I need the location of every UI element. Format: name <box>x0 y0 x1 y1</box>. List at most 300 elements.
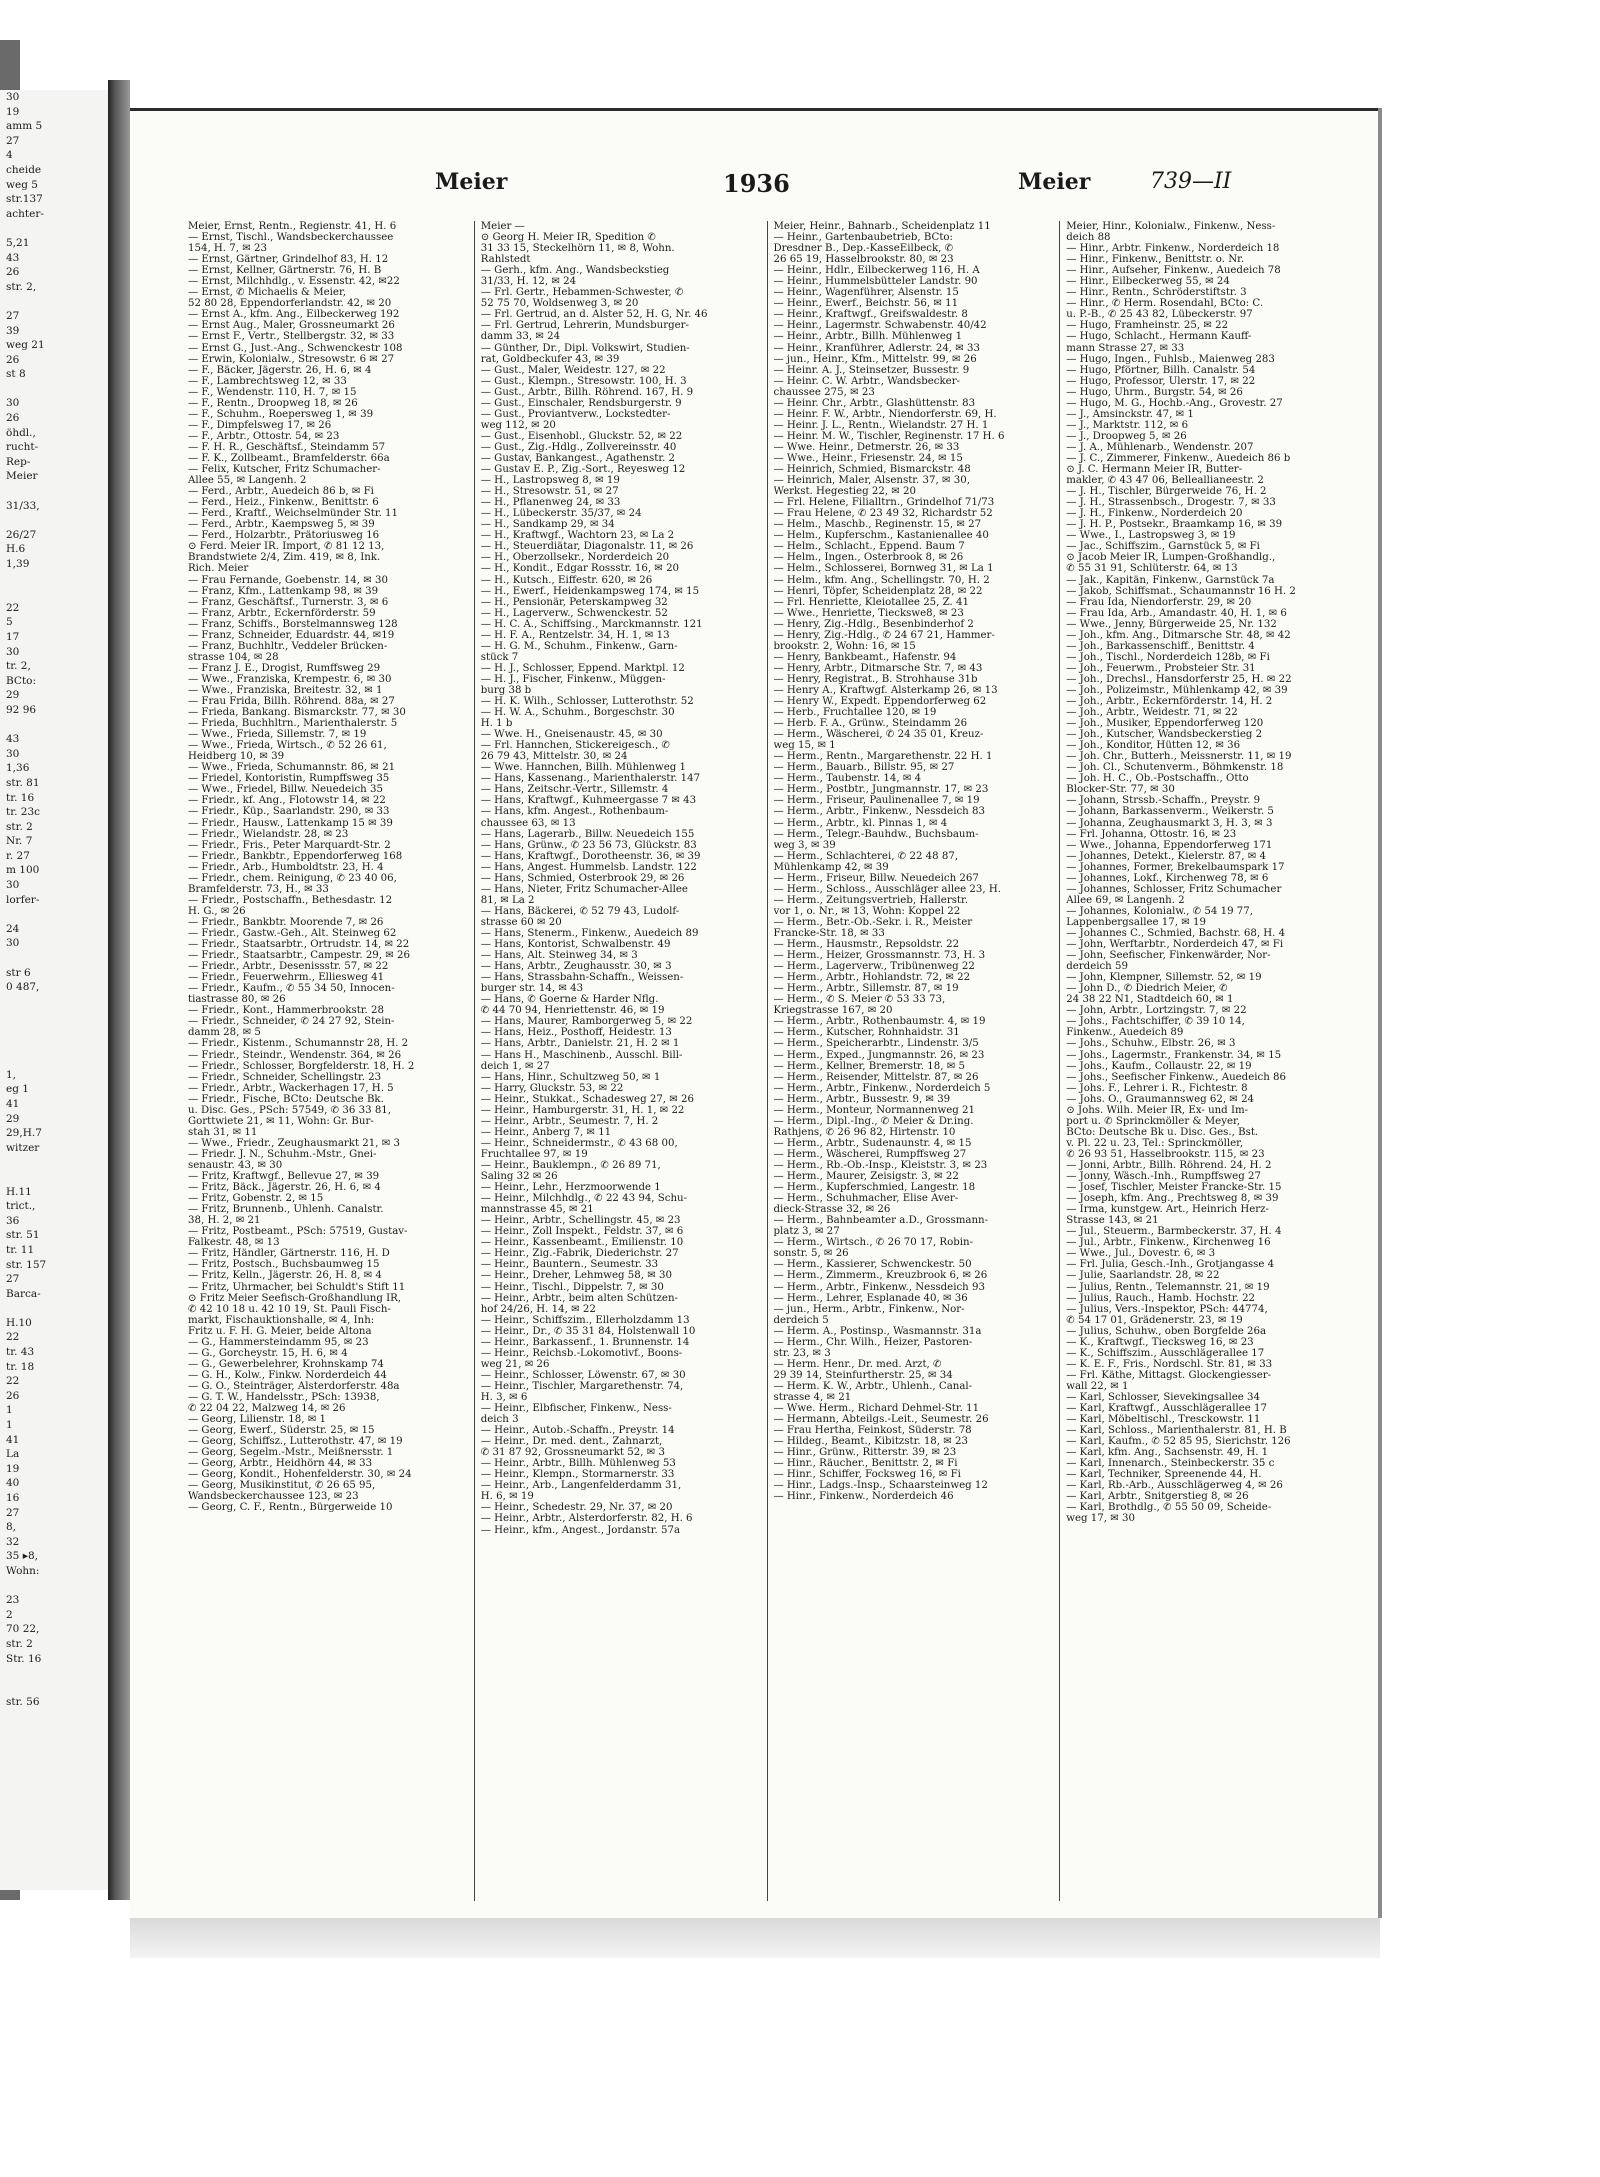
directory-entry-line: — H. W. A., Schuhm., Borgeschstr. 30 <box>480 707 675 719</box>
page-edge-shadow <box>1378 108 1382 1918</box>
directory-entry-line: — Herm., Reisender, Mittelstr. 87, ✉ 26 <box>773 1071 979 1083</box>
directory-entry-line: — Ernst, Kellner, Gärtnerstr. 76, H. B <box>188 265 382 277</box>
book-gutter <box>108 80 130 1900</box>
directory-entry-line: — H., Pensionär, Peterskampweg 32 <box>480 596 668 608</box>
directory-entry-line: — H., Oberzollsekr., Norderdeich 20 <box>480 552 670 564</box>
directory-entry-line: — G. O., Steinträger, Alsterdorferstr. 48a <box>188 1380 400 1392</box>
left-page-fragment: 19 <box>6 105 20 118</box>
left-page-fragment: öhdl., <box>6 426 36 439</box>
directory-entry-line: — Wwe., Friedr., Zeughausmarkt 21, ✉ 3 <box>188 1137 400 1149</box>
directory-entry-line: — Heinr., Ewerf., Beichstr. 56, ✉ 11 <box>773 298 959 310</box>
header-year: 1936 <box>723 169 790 198</box>
directory-entry-line: — Hans, Strassbahn-Schaffn., Weissen- <box>480 972 684 984</box>
directory-entry-line: u. Disc. Ges., PSch: 57549, ✆ 36 33 81, <box>188 1104 392 1116</box>
directory-entry-line: 31 33 15, Steckelhörn 11, ✉ 8, Wohn. <box>480 243 675 255</box>
left-page-fragment: 5 <box>6 616 13 629</box>
left-page-fragment: str. 2 <box>6 1637 33 1650</box>
directory-entry-line: — Henry W., Expedt. Eppendorferweg 62 <box>773 696 987 708</box>
directory-entry-line: — Fritz, Postsch., Buchsbaumweg 15 <box>188 1259 380 1271</box>
left-page-fragment: 29 <box>6 689 20 702</box>
directory-entry-line: — Hans, Grünw., ✆ 23 56 73, Glückstr. 83 <box>480 839 697 851</box>
directory-entry-line: — Wwe., Henriette, Tieckswe8, ✉ 23 <box>773 607 964 619</box>
directory-page <box>130 108 1380 1921</box>
directory-entry-line: — H. J., Schlosser, Eppend. Marktpl. 12 <box>480 662 685 674</box>
directory-entry-line: — Frl. Johanna, Ottostr. 16, ✉ 23 <box>1066 828 1237 840</box>
directory-entry-line: — Friedr. J. N., Schuhm.-Mstr., Gnei- <box>188 1148 377 1160</box>
left-page-fragment <box>0 1301 106 1316</box>
directory-entry-line: rat, Goldbeckufer 43, ✉ 39 <box>480 353 620 365</box>
directory-entry-line: ✆ 22 04 22, Malzweg 14, ✉ 26 <box>188 1403 346 1415</box>
left-page-fragment: 22 <box>6 601 20 614</box>
left-page-fragment: str. 157 <box>6 1258 47 1271</box>
left-page-fragment: 92 96 <box>6 703 37 716</box>
left-page-fragment: H.10 <box>6 1316 32 1329</box>
directory-entry-line: — Wwe., Franziska, Breitestr. 32, ✉ 1 <box>188 684 383 696</box>
directory-entry-line: — F., Schuhm., Roepersweg 1, ✉ 39 <box>188 408 374 420</box>
directory-entry-line: — Frl. Hannchen, Stickereigesch., ✆ <box>480 740 670 752</box>
directory-entry-line: — Heinr., Lagermstr. Schwabenstr. 40/42 <box>773 320 987 332</box>
directory-entry-line: — Friedr., Postschaffn., Bethesdastr. 12 <box>188 894 393 906</box>
directory-entry-line: — F., Wendenstr. 110, H. 7, ✉ 15 <box>188 386 357 398</box>
directory-entry-line: — Herm., Wäscherei, Rumpffsweg 27 <box>773 1148 967 1160</box>
left-page-fragment: achter- <box>6 207 44 220</box>
directory-entry-line: Fruchtallee 97, ✉ 19 <box>480 1148 588 1160</box>
directory-entry-line: — Friedr., Hausw., Lattenkamp 15 ✉ 39 <box>188 817 393 829</box>
directory-entry-line: — Friedr., Küp., Saarlandstr. 290, ✉ 33 <box>188 806 390 818</box>
directory-entry-line: burger str. 14, ✉ 43 <box>480 983 584 995</box>
directory-entry-line: — H., Pflanenweg 24, ✉ 33 <box>480 497 621 509</box>
directory-entry-line: Mühlenkamp 42, ✉ 39 <box>773 861 889 873</box>
directory-entry-line: — Fritz, Postbeamt., PSch: 57519, Gustav- <box>188 1226 408 1238</box>
left-page-fragment: 27 <box>6 1273 20 1286</box>
directory-entry-line: Heidberg 10, ✉ 39 <box>188 751 285 763</box>
directory-entry-line: — Fritz, Brunnenb., Uhlenh. Canalstr. <box>188 1204 384 1216</box>
directory-entry-line: — Herm., Arbtr., Hohlandstr. 72, ✉ 22 <box>773 972 971 984</box>
directory-entry-line: — Friedr., Kaufm., ✆ 55 34 50, Innocen- <box>188 983 395 995</box>
directory-entry-line: — Karl, Kraftwgf., Ausschlägerallee 17 <box>1066 1403 1267 1415</box>
directory-entry-line: — Joh., Tischl., Norderdeich 128b, ✉ Fi <box>1066 651 1270 663</box>
directory-entry-line: — Joh. Cl., Schutenverm., Böhmkenstr. 18 <box>1066 762 1284 774</box>
directory-entry-line: — Heinr., Stukkat., Schadesweg 27, ✉ 26 <box>480 1093 695 1105</box>
directory-entry-line: — Herm., Arbtr., Bussestr. 9, ✉ 39 <box>773 1093 951 1105</box>
left-page-fragment: 32 <box>6 1535 20 1548</box>
directory-entry-line: — Herm., Kassierer, Schwenckestr. 50 <box>773 1259 972 1271</box>
directory-entry-line: — Herm., Arbtr., Sillemstr. 87, ✉ 19 <box>773 983 959 995</box>
directory-entry-line: — Georg, Segelm.-Mstr., Meißnersstr. 1 <box>188 1447 394 1459</box>
directory-entry-line: — Friedr., kf. Ang., Flotowstr 14, ✉ 22 <box>188 795 386 807</box>
directory-entry-line: v. Pl. 22 u. 23, Tel.: Sprinckmöller, <box>1066 1137 1244 1149</box>
directory-entry-line: — Friedr., Steindr., Wendenstr. 364, ✉ 26 <box>188 1049 402 1061</box>
directory-entry-line: — Heinr., Schedestr. 29, Nr. 37, ✉ 20 <box>480 1502 673 1514</box>
directory-entry-line: tiastrasse 80, ✉ 26 <box>188 994 286 1006</box>
directory-entry-line: markt, Fischauktionshalle, ✉ 4, Inh: <box>188 1314 375 1326</box>
left-page-fragment: 26 <box>6 353 20 366</box>
directory-entry-line: chaussee 63, ✉ 13 <box>480 817 576 829</box>
directory-entry-line: — Hans, ✆ Goerne & Harder Nflg. <box>480 994 659 1006</box>
directory-entry-line: ⊙ J. C. Hermann Meier IR, Butter- <box>1066 464 1243 476</box>
directory-entry-line: — Herm., Zimmerm., Kreuzbrook 6, ✉ 26 <box>773 1270 988 1282</box>
directory-entry-line: — Herm. Henr., Dr. med. Arzt, ✆ <box>773 1358 942 1370</box>
left-page-fragment: st 8 <box>6 368 26 381</box>
directory-entry-line: — Franz, Arbtr., Eckernförderstr. 59 <box>188 607 376 619</box>
directory-entry-line: vor 1, o. Nr., ✉ 13, Wohn: Koppel 22 <box>773 905 961 917</box>
directory-entry-line: — Herm., Kupferschmied, Langestr. 18 <box>773 1182 976 1194</box>
left-page-fragment <box>0 718 106 733</box>
directory-entry-line: — F. K., Zollbeamt., Bramfelderstr. 66a <box>188 452 390 464</box>
left-page-fragment: 4 <box>6 149 13 162</box>
left-page-fragment <box>0 586 106 601</box>
directory-entry-line: — Friedr., Fris., Peter Marquardt-Str. 2 <box>188 839 391 851</box>
directory-column-3 <box>768 221 1061 1901</box>
directory-entry-line: — Hans, Arbtr., Zeughausstr. 30, ✉ 3 <box>480 961 672 973</box>
directory-entry-line: — Karl, Rb.-Arb., Ausschlägerweg 4, ✉ 26 <box>1066 1480 1283 1492</box>
directory-entry-line: BCto: Deutsche Bk u. Disc. Ges., Bst. <box>1066 1126 1259 1138</box>
directory-entry-line: — Herm., Arbtr., Sudenaunstr. 4, ✉ 15 <box>773 1137 972 1149</box>
left-page-fragment: str. 2 <box>6 820 33 833</box>
header-right-keyword: Meier <box>1018 169 1091 195</box>
left-page-fragment: str. 81 <box>6 776 40 789</box>
directory-entry-line: — Franz, Schiffs., Borstelmannsweg 128 <box>188 618 398 630</box>
directory-entry-line: — Wwe., Jenny, Bürgerweide 25, Nr. 132 <box>1066 618 1277 630</box>
directory-entry-line: — Joh., Arbtr., Eckernförderstr. 14, H. 2 <box>1066 696 1273 708</box>
directory-entry-line: — Herm., Hausmstr., Repsoldstr. 22 <box>773 939 960 951</box>
directory-entry-line: — Jul., Arbtr., Finkenw., Kirchenweg 16 <box>1066 1237 1271 1249</box>
directory-entry-line: weg 15, ✉ 1 <box>773 740 836 752</box>
left-page-fragment: 43 <box>6 251 20 264</box>
directory-entry-line: — Herm., Kellner, Bremerstr. 18, ✉ 5 <box>773 1060 965 1072</box>
directory-entry-line: — Heinr., Elbfischer, Finkenw., Ness- <box>480 1403 672 1415</box>
directory-entry-line: Allee 69, ✉ Langenh. 2 <box>1066 894 1185 906</box>
directory-entry-line: — Johannes, Former, Brekelbaumspark 17 <box>1066 861 1285 873</box>
directory-entry-line: — Ferd., Heiz., Finkenw., Benittstr. 6 <box>188 497 379 509</box>
directory-entry-line: — H., Steuerdiätar, Diagonalstr. 11, ✉ 26 <box>480 541 694 553</box>
directory-entry-line: H. 1 b <box>480 718 513 730</box>
directory-entry-line: — F. H. R., Geschäftsf., Steindamm 57 <box>188 441 386 453</box>
directory-entry-line: — Herm., Lagerverw., Tribünenweg 22 <box>773 961 975 973</box>
directory-entry-line: weg 3, ✉ 39 <box>773 839 836 851</box>
left-page-fragment: weg 21 <box>6 339 45 352</box>
directory-entry-line: — Hinr., ✆ Herm. Rosendahl, BCto: C. <box>1066 298 1264 310</box>
directory-entry-line: ✆ 54 17 01, Grädenerstr. 23, ✉ 19 <box>1066 1314 1243 1326</box>
directory-entry-line: — Hans, Kontorist, Schwalbenstr. 49 <box>480 939 671 951</box>
page-header <box>130 169 1378 209</box>
directory-entry-line: — Friedr., Schneider, Schellingstr. 23 <box>188 1071 382 1083</box>
left-page-fragment: 27 <box>6 309 20 322</box>
directory-entry-line: — Julius, Vers.-Inspektor, PSch: 44774, <box>1066 1303 1268 1315</box>
left-page-fragment: lorfer- <box>6 893 40 906</box>
directory-entry-line: — Joh., Drechsl., Hansdorferstr 25, H. ✉ 22 <box>1066 673 1292 685</box>
directory-entry-line: — Heinr., Hummelsbütteler Landstr. 90 <box>773 276 978 288</box>
directory-entry-line: — H. J., Fischer, Finkenw., Müggen- <box>480 673 666 685</box>
left-page-fragment <box>0 294 106 309</box>
directory-entry-line: — Jonni, Arbtr., Billh. Röhrend. 24, H. 2 <box>1066 1159 1272 1171</box>
directory-entry-line: wall 22, ✉ 1 <box>1066 1380 1129 1392</box>
left-page-fragment: tr. 11 <box>6 1243 35 1256</box>
directory-entry-line: — Gust., Arbtr., Billh. Röhrend. 167, H. 9 <box>480 386 694 398</box>
directory-entry-line: — Ernst, Tischl., Wandsbeckerchaussee <box>188 232 394 244</box>
directory-entry-line: — Gust., Maler, Weidestr. 127, ✉ 22 <box>480 364 666 376</box>
directory-entry-line: — Wwe. Hannchen, Billh. Mühlenweg 1 <box>480 762 686 774</box>
directory-entry-line: — Wwe., Jul., Dovestr. 6, ✉ 3 <box>1066 1248 1216 1260</box>
directory-entry-line: Fritz u. F. H. G. Meier, beide Altona <box>188 1325 372 1337</box>
directory-entry-line: — Hinr., Schiffer, Focksweg 16, ✉ Fi <box>773 1469 961 1481</box>
directory-entry-line: — Hinr., Finkenw., Benittstr. o. Nr. <box>1066 254 1245 266</box>
directory-entry-line: — Fritz, Kelln., Jägerstr. 26, H. 8, ✉ 4 <box>188 1270 382 1282</box>
directory-entry-line: — Hans, Nieter, Fritz Schumacher-Allee <box>480 883 688 895</box>
directory-entry-line: — Heinr., Arbtr., Schellingstr. 45, ✉ 23 <box>480 1215 681 1227</box>
left-page-fragment: str 6 <box>6 966 31 979</box>
directory-entry-line: — Hinr., Eilbeckerweg 55, ✉ 24 <box>1066 276 1230 288</box>
left-page-fragment <box>0 1170 106 1185</box>
directory-entry-line: Meier — <box>480 221 525 232</box>
directory-entry-line: — Friedr., Schneider, ✆ 24 27 92, Stein- <box>188 1016 395 1028</box>
directory-entry-line: — Friedr., Arbtr., Wackerhagen 17, H. 5 <box>188 1082 394 1094</box>
directory-entry-line: — Josef, Tischler, Meister Francke-Str. 15 <box>1066 1182 1282 1194</box>
directory-entry-line: H. 6, ✉ 19 <box>480 1491 534 1503</box>
left-page-fragment: 36 <box>6 1214 20 1227</box>
page-number: 739—II <box>1150 169 1232 194</box>
directory-entry-line: — Wwe., Friedel, Billw. Neuedeich 35 <box>188 784 383 796</box>
directory-entry-line: — H., Lübeckerstr. 35/37, ✉ 24 <box>480 508 642 520</box>
directory-entry-line: — Gustav E. P., Zig.-Sort., Reyesweg 12 <box>480 464 686 476</box>
directory-entry-line: — Helm., Kupferschm., Kastanienallee 40 <box>773 530 989 542</box>
directory-entry-line: — jun., Herm., Arbtr., Finkenw., Nor- <box>773 1303 965 1315</box>
left-page-fragment <box>0 1579 106 1594</box>
directory-entry-line: — Ferd., Kraftf., Weichselmünder Str. 11 <box>188 508 399 520</box>
directory-entry-line: — Joh., Konditor, Hütten 12, ✉ 36 <box>1066 740 1241 752</box>
directory-entry-line: — Gust., Proviantverw., Lockstedter- <box>480 408 671 420</box>
left-page-fragment: tr. 16 <box>6 791 35 804</box>
directory-entry-line: — Helm., Schlacht., Eppend. Baum 7 <box>773 541 965 553</box>
left-page-fragment: cheide <box>6 163 42 176</box>
directory-entry-line: — H., Kraftwgf., Wachtorn 23, ✉ La 2 <box>480 530 675 542</box>
directory-entry-line: — Herm., Dipl.-Ing., ✆ Meier & Dr.ing. <box>773 1115 974 1127</box>
left-page-fragment <box>0 221 106 236</box>
directory-entry-line: — Hugo, Professor, Ulerstr. 17, ✉ 22 <box>1066 375 1256 387</box>
directory-entry-line: — Johs., Lagermstr., Frankenstr. 34, ✉ 15 <box>1066 1049 1282 1061</box>
directory-entry-line: — Henri, Töpfer, Scheidenplatz 28, ✉ 22 <box>773 585 983 597</box>
left-page-fragment: tr. 43 <box>6 1346 35 1359</box>
directory-entry-line: — Herm., Monteur, Normannenweg 21 <box>773 1104 975 1116</box>
directory-entry-line: ⊙ Ferd. Meier IR. Import, ✆ 81 12 13, <box>188 541 385 553</box>
directory-entry-line: — Julie, Saarlandstr. 28, ✉ 22 <box>1066 1270 1220 1282</box>
left-page-fragment: 22 <box>6 1331 20 1344</box>
directory-entry-line: — Friedr., Staatsarbtr., Ortrudstr. 14, ✉ 22 <box>188 939 410 951</box>
left-page-fragment <box>0 1155 106 1170</box>
directory-entry-line: H. G., ✉ 26 <box>188 905 246 917</box>
directory-entry-line: — Georg, C. F., Rentn., Bürgerweide 10 <box>188 1502 393 1514</box>
directory-entry-line: — Herm., ✆ S. Meier ✆ 53 33 73, <box>773 994 946 1006</box>
left-page-fragment: Meier <box>6 470 38 483</box>
left-page-fragment <box>0 513 106 528</box>
directory-entry-line: — John, Seefischer, Finkenwärder, Nor- <box>1066 950 1271 962</box>
directory-entry-line: ⊙ Fritz Meier Seefisch-Großhandlung IR, <box>188 1292 402 1304</box>
directory-entry-line: brookstr. 2, Wohn: 16, ✉ 15 <box>773 640 916 652</box>
directory-entry-line: — Friedr., Kistenm., Schumannstr 28, H. 2 <box>188 1038 409 1050</box>
directory-entry-line: — Johann, Barkassenverm., Weikerstr. 5 <box>1066 806 1274 818</box>
directory-entry-line: — Wwe., I., Lastropsweg 3, ✉ 19 <box>1066 530 1236 542</box>
directory-entry-line: — K. E. F., Fris., Nordschl. Str. 81, ✉ 33 <box>1066 1358 1273 1370</box>
directory-entry-line: — Julius, Rauch., Hamb. Hochstr. 22 <box>1066 1292 1256 1304</box>
directory-entry-line: ✆ 44 70 94, Henriettenstr. 46, ✉ 19 <box>480 1005 665 1017</box>
directory-entry-line: Rahlstedt <box>480 254 531 266</box>
directory-entry-line: Blocker-Str. 77, ✉ 30 <box>1066 784 1175 796</box>
directory-entry-line: — Herm., Arbtr., Rothenbaumstr. 4, ✉ 19 <box>773 1016 986 1028</box>
directory-entry-line: — Wwe. Heinr., Detmerstr. 26, ✉ 33 <box>773 441 960 453</box>
left-page-fragment <box>0 1039 106 1054</box>
directory-entry-line: — G. H., Kolw., Finkw. Norderdeich 44 <box>188 1369 387 1381</box>
directory-entry-line: — K., Kraftwgf., Tiecksweg 16, ✉ 23 <box>1066 1336 1254 1348</box>
left-page-fragment: 0 487, <box>6 981 40 994</box>
directory-entry-line: — Frau Frida, Billh. Röhrend. 88a, ✉ 27 <box>188 696 395 708</box>
page-bottom-edge <box>130 1918 1380 1958</box>
directory-entry-line: — Henry, Registrat., B. Strohhause 31b <box>773 673 978 685</box>
directory-entry-line: — Frl. Gertr., Hebammen-Schwester, ✆ <box>480 287 684 299</box>
left-page-fragment: 30 <box>6 91 20 103</box>
directory-entry-line: — Hugo, Framheinstr. 25, ✉ 22 <box>1066 320 1229 332</box>
directory-entry-line: — Frieda, Bankang. Bismarckstr. 77, ✉ 30 <box>188 707 406 719</box>
directory-entry-line: — G., Gewerbelehrer, Krohnskamp 74 <box>188 1358 384 1370</box>
directory-entry-line: — Heinr., Tischler, Margarethenstr. 74, <box>480 1380 684 1392</box>
left-page-fragment: Nr. 7 <box>6 835 33 848</box>
directory-entry-line: — Hinr., Rentn., Schröderstiftstr. 3 <box>1066 287 1247 299</box>
directory-entry-line: Werkst. Hegestieg 22, ✉ 20 <box>773 486 917 498</box>
directory-entry-line: — John, Werftarbtr., Norderdeich 47, ✉ Fi <box>1066 939 1284 951</box>
directory-entry-line: — Hans, Angest. Hummelsb. Landstr. 122 <box>480 861 697 873</box>
left-page-fragment: 24 <box>6 922 20 935</box>
directory-entry-line: — J. A., Mühlenarb., Wendenstr. 207 <box>1066 441 1254 453</box>
directory-entry-line: — Hinr., Räucher., Benittstr. 2, ✉ Fi <box>773 1458 958 1470</box>
directory-entry-line: — Karl, Schloss., Marienthalerstr. 81, H. B <box>1066 1425 1287 1437</box>
directory-entry-line: — K., Schiffszim., Ausschlägerallee 17 <box>1066 1347 1265 1359</box>
directory-entry-line: — Heinr., Autob.-Schaffn., Preystr. 14 <box>480 1425 675 1437</box>
directory-entry-line: derdeich 59 <box>1066 961 1128 973</box>
directory-entry-line: — Wwe., Franziska, Krempestr. 6, ✉ 30 <box>188 673 392 685</box>
directory-entry-line: — Herm., Kutscher, Rohnhaidstr. 31 <box>773 1027 960 1039</box>
directory-entry-line: damm 33, ✉ 24 <box>480 331 561 343</box>
directory-entry-line: Dresdner B., Dep.-KasseEilbeck, ✆ <box>773 243 954 255</box>
directory-entry-line: — Frau Ida, Niendorferstr. 29, ✉ 20 <box>1066 596 1252 608</box>
directory-entry-line: — Julius, Schuhw., oben Borgfelde 26a <box>1066 1325 1267 1337</box>
directory-entry-line: — Herm., Arbtr., Finkenw., Nessdeich 93 <box>773 1281 985 1293</box>
directory-entry-line: — Jac., Schiffszim., Garnstück 5, ✉ Fi <box>1066 541 1260 553</box>
left-page-fragment: Rep- <box>6 455 31 468</box>
left-page-fragment: 26 <box>6 412 20 425</box>
directory-entry-line: — Frau Helene, ✆ 23 49 32, Richardstr 52 <box>773 508 993 520</box>
directory-entry-line: deich 1, ✉ 27 <box>480 1060 550 1072</box>
directory-entry-line: — Joh., Arbtr., Weidestr. 71, ✉ 22 <box>1066 707 1238 719</box>
directory-entry-line: — Heinr., Arbtr., beim alten Schützen- <box>480 1292 678 1304</box>
directory-entry-line: — F., Lambrechtsweg 12, ✉ 33 <box>188 375 347 387</box>
left-page-fragment <box>0 1009 106 1024</box>
left-page-fragment <box>0 1666 106 1681</box>
directory-entry-line: — Hans, Bäckerei, ✆ 52 79 43, Ludolf- <box>480 905 680 917</box>
left-page-fragment: weg 5 <box>6 178 38 191</box>
directory-entry-line: — Johs., Kaufm., Collaustr. 22, ✉ 19 <box>1066 1060 1252 1072</box>
directory-entry-line: Bramfelderstr. 73, H., ✉ 33 <box>188 883 329 895</box>
directory-entry-line: — Fritz, Gobenstr. 2, ✉ 15 <box>188 1193 324 1205</box>
left-page-fragment: 26 <box>6 266 20 279</box>
directory-entry-line: — Herm., Telegr.-Bauhdw., Buchsbaum- <box>773 828 979 840</box>
directory-entry-line: — Frl. Henriette, Kleiotallee 25, Z. 41 <box>773 596 969 608</box>
left-page-fragment: 27 <box>6 134 20 147</box>
directory-entry-line: — Joh., Polizeimstr., Mühlenkamp 42, ✉ 39 <box>1066 684 1288 696</box>
left-page-fragment: BCto: <box>6 674 37 687</box>
directory-entry-line: stück 7 <box>480 651 519 663</box>
directory-entry-line: strasse 4, ✉ 21 <box>773 1391 852 1403</box>
directory-entry-line: — Friedr., Kont., Hammerbrookstr. 28 <box>188 1005 384 1017</box>
directory-entry-line: strasse 60 ✉ 20 <box>480 916 562 928</box>
directory-entry-line: — Julius, Rentn., Telemannstr. 21, ✉ 19 <box>1066 1281 1270 1293</box>
directory-entry-line: — Ernst A., kfm. Ang., Eilbeckerweg 192 <box>188 309 400 321</box>
directory-entry-line: Gorttwiete 21, ✉ 11, Wohn: Gr. Bur- <box>188 1115 374 1127</box>
directory-column-1 <box>182 221 475 1901</box>
directory-entry-line: — Friedr., chem. Reinigung, ✆ 23 40 06, <box>188 872 397 884</box>
directory-entry-line: — Hans, Kassenang., Marienthalerstr. 147 <box>480 773 701 785</box>
directory-entry-line: — Helm., Schlosserei, Bornweg 31, ✉ La 1 <box>773 563 994 575</box>
left-page-edge <box>0 90 109 1890</box>
directory-entry-line: — Joh., kfm. Ang., Ditmarsche Str. 48, ✉ 42 <box>1066 629 1291 641</box>
directory-entry-line: — Herm., Arbtr., Finkenw., Nessdeich 83 <box>773 806 985 818</box>
left-page-fragment <box>0 951 106 966</box>
directory-entry-line: u. P.-B., ✆ 25 43 82, Lübeckerstr. 97 <box>1066 309 1253 321</box>
directory-entry-line: — H. K. Wilh., Schlosser, Lutterothstr. 52 <box>480 696 694 708</box>
directory-entry-line: — Gust., Zig.-Hdlg., Zollvereinsstr. 40 <box>480 441 677 453</box>
directory-entry-line: — J., Droopweg 5, ✉ 26 <box>1066 430 1187 442</box>
directory-entry-line: — Heinr. C. W. Arbtr., Wandsbecker- <box>773 375 961 387</box>
directory-entry-line: — John D., ✆ Diedrich Meier, ✆ <box>1066 983 1228 995</box>
directory-entry-line: — Herm., Rentn., Margarethenstr. 22 H. 1 <box>773 751 993 763</box>
left-page-fragment: 26/27 <box>6 528 37 541</box>
directory-entry-line: — Herm., Friseur, Billw. Neuedeich 267 <box>773 872 979 884</box>
directory-entry-line: — Frau Ida, Arb., Amandastr. 40, H. 1, ✉ 6 <box>1066 607 1287 619</box>
directory-entry-line: — Heinr. J. L., Rentn., Wielandstr. 27 H. 1 <box>773 419 989 431</box>
directory-entry-line: — Hans, kfm. Angest., Rothenbaum- <box>480 806 669 818</box>
directory-entry-line: — Johs. F., Lehrer i. R., Fichtestr. 8 <box>1066 1082 1248 1094</box>
directory-entry-line: — Irma, kunstgew. Art., Heinrich Herz- <box>1066 1204 1269 1216</box>
directory-entry-line: — Heinrich, Maler, Alsenstr. 37, ✉ 30, <box>773 475 970 487</box>
directory-entry-line: — Heinr., Milchhdlg., ✆ 22 43 94, Schu- <box>480 1193 688 1205</box>
directory-entry-line: — Henry, Zig.-Hdlg., ✆ 24 67 21, Hammer- <box>773 629 995 641</box>
directory-entry-line: — Gust., Einschaler, Rendsburgerstr. 9 <box>480 397 682 409</box>
directory-entry-line: — Herm., Schlachterei, ✆ 22 48 87, <box>773 850 959 862</box>
directory-entry-line: — Wwe., Frieda, Schumannstr. 86, ✉ 21 <box>188 762 396 774</box>
left-page-fragment: 41 <box>6 1433 20 1446</box>
left-page-fragment: str. 2, <box>6 280 37 293</box>
left-page-fragment: 1, <box>6 1068 17 1081</box>
left-page-fragment <box>0 572 106 587</box>
directory-entry-line: Meier, Heinr., Bahnarb., Scheidenplatz 11 <box>773 221 991 232</box>
directory-entry-line: — Joh., Musiker, Eppendorferweg 120 <box>1066 718 1264 730</box>
directory-entry-line: — Herm., Taubenstr. 14, ✉ 4 <box>773 773 922 785</box>
directory-entry-line: makler, ✆ 43 47 06, Belleallianeestr. 2 <box>1066 475 1264 487</box>
directory-entry-line: — Frl. Helene, Filialltrn., Grindelhof 71/73 <box>773 497 995 509</box>
left-page-fragment: 43 <box>6 733 20 746</box>
directory-entry-line: — Herm., Chr. Wilh., Heizer, Pastoren- <box>773 1336 973 1348</box>
directory-entry-line: Francke-Str. 18, ✉ 33 <box>773 928 885 939</box>
left-page-fragment <box>0 1681 106 1696</box>
directory-entry-line: — F., Rentn., Droopweg 18, ✉ 26 <box>188 397 358 409</box>
directory-entry-line: — Heinr., Klempn., Stormarnerstr. 33 <box>480 1469 675 1481</box>
directory-entry-line: — Herm., Heizer, Grossmannstr. 73, H. 3 <box>773 950 986 962</box>
directory-entry-line: — Henry, Arbtr., Ditmarsche Str. 7, ✉ 43 <box>773 662 983 674</box>
left-page-fragment: 5,21 <box>6 236 30 249</box>
directory-entry-line: — Henry A., Kraftwgf. Alsterkamp 26, ✉ 13 <box>773 684 998 696</box>
directory-entry-line: — Hermann, Abteilgs.-Leit., Seumestr. 26 <box>773 1414 989 1426</box>
left-page-fragment: trict., <box>6 1200 36 1213</box>
directory-entry-line: — Jak., Kapitän, Finkenw., Garnstück 7a <box>1066 574 1275 586</box>
directory-entry-line: — Hugo, Schlacht., Hermann Kauff- <box>1066 331 1252 343</box>
